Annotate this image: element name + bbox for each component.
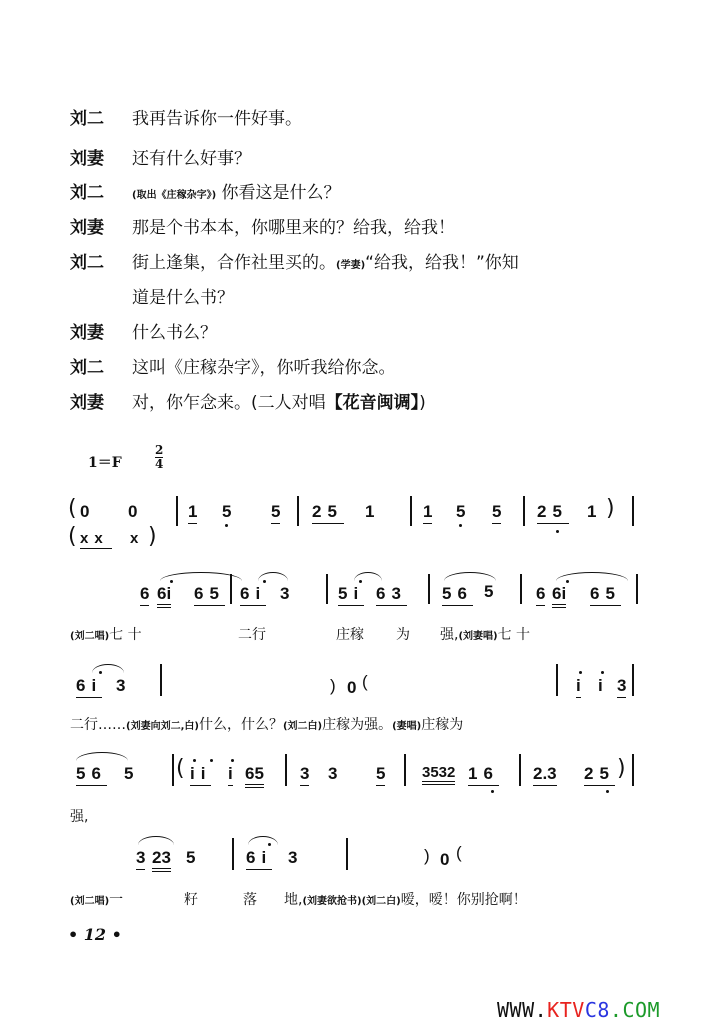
dialogue-line-4 (70, 213, 455, 238)
singer-cue: (刘妻唱) (458, 631, 498, 642)
lyric: 为 (396, 627, 410, 643)
tune-name: 【花音闽调】 (325, 393, 420, 413)
note: 5 (222, 502, 232, 521)
lyric: 籽 (184, 892, 198, 908)
note: 5 (124, 764, 134, 783)
line-text: 还有什么好事？ (132, 149, 251, 169)
lyric: 二行 (238, 627, 266, 643)
bar-line (523, 496, 525, 526)
high-octave-dot (579, 671, 582, 674)
note: 6i (552, 584, 566, 608)
note-group: ii (190, 764, 211, 786)
low-octave-dot (225, 524, 228, 527)
note-group: 63 (376, 584, 407, 606)
note: 0 (80, 502, 90, 521)
watermark-v: V (572, 998, 585, 1022)
bar-line (160, 664, 162, 696)
lyric: 地, (284, 892, 303, 908)
note: 6i (157, 584, 171, 608)
stage-direction: (刘妻欲抢书) (302, 896, 362, 907)
dialogue-line-8 (70, 388, 426, 413)
watermark-prefix: WWW. (497, 998, 548, 1022)
note: 5 (376, 764, 385, 786)
note-group: 3532 (422, 764, 455, 785)
page-number: • 12 • (68, 925, 122, 944)
note-group: 25 (312, 502, 344, 524)
bar-line (636, 574, 638, 604)
line-text: 我再告诉你一件好事。 (132, 109, 302, 129)
stage-direction: (刘妻向刘二,白) (126, 721, 199, 732)
high-octave-dot (231, 759, 234, 762)
singer-cue: (妻唱) (392, 721, 422, 732)
bar-line (404, 754, 406, 786)
high-octave-dot (193, 759, 196, 762)
note: 0 (128, 502, 138, 521)
bar-line (176, 496, 178, 526)
note: 3 (328, 764, 338, 783)
key-signature: 1＝F (88, 455, 122, 471)
open-paren: ( (456, 843, 462, 862)
dialogue-line-3 (70, 178, 341, 203)
high-octave-dot (210, 759, 213, 762)
speaker: 刘二 (70, 358, 104, 378)
line-text: 街上逢集，合作社里买的。 (132, 253, 336, 273)
note: 3 (617, 676, 626, 698)
note: 5 (186, 848, 196, 867)
dialogue-line-6 (70, 318, 217, 343)
close-paren: ) (424, 846, 430, 865)
dialogue-continuation (132, 283, 234, 308)
bar-line (297, 496, 299, 526)
speaker: 刘妻 (70, 149, 104, 169)
dialogue-line-7 (70, 353, 396, 378)
slur (76, 752, 128, 761)
bar-line (172, 754, 174, 786)
high-octave-dot (170, 580, 173, 583)
low-octave-dot (459, 524, 462, 527)
bar-line (519, 754, 521, 786)
open-paren: ( (68, 524, 77, 549)
percussion-note: x (130, 530, 139, 547)
speaker: 刘二 (70, 109, 104, 129)
speaker: 刘妻 (70, 323, 104, 343)
lyrics-line-1b (440, 624, 530, 644)
lyrics-line-4 (70, 889, 123, 909)
lyric: 庄稼 (336, 627, 364, 643)
note: 3 (300, 764, 309, 786)
note: 3 (288, 848, 298, 867)
note: 5 (484, 582, 494, 601)
bar-line (230, 574, 232, 604)
note-group: 16 (468, 764, 499, 786)
low-octave-dot (556, 530, 559, 533)
low-octave-dot (606, 790, 609, 793)
note-group: 56 (76, 764, 107, 786)
bar-line (346, 838, 348, 870)
note: 1 (188, 502, 197, 524)
high-octave-dot (263, 580, 266, 583)
lyric: 二行…… (70, 717, 126, 733)
lyric: 一 (109, 892, 124, 908)
line-text: 对，你乍念来。(二人对唱 (132, 393, 326, 413)
lyric: 庄稼为 (421, 717, 464, 733)
open-paren: ( (362, 672, 368, 691)
note: 1 (587, 502, 597, 521)
stage-direction: (取出《庄稼杂字》) (132, 190, 217, 201)
slur (92, 664, 124, 673)
note-group: 65 (590, 584, 621, 606)
watermark-c: C (584, 998, 598, 1022)
note: 6 (536, 584, 545, 606)
line-text: 你看这是什么？ (221, 183, 341, 203)
dialogue-line-1 (70, 104, 302, 129)
note: 65 (245, 764, 264, 788)
close-paren: ) (606, 496, 615, 521)
bar-line (632, 496, 634, 526)
time-sig-top: 2 (155, 443, 164, 457)
note-group: 65 (194, 584, 225, 606)
open-paren: ( (68, 496, 77, 521)
note: 5 (271, 502, 280, 524)
spoken-line: 嗳，嗳！你别抢啊！ (400, 892, 527, 908)
bar-line (632, 664, 634, 696)
time-signature (155, 444, 163, 471)
note: 6 (140, 584, 149, 606)
bar-line (556, 664, 558, 696)
bar-line (520, 574, 522, 604)
percussion-group: xx (80, 530, 112, 549)
singer-cue: (刘二唱) (70, 896, 110, 907)
lyric: 强, (440, 627, 459, 643)
slur (444, 572, 496, 581)
note-group: 6i (246, 848, 272, 870)
line-text-2: “给我，给我！”你知 (365, 253, 519, 273)
stage-direction: (刘二白) (282, 721, 323, 732)
note: i (576, 676, 581, 698)
high-octave-dot (566, 580, 569, 583)
close-paren: ) (617, 756, 626, 781)
line-text: 这叫《庄稼杂字》，你听我给你念。 (132, 358, 396, 378)
open-paren: ( (176, 756, 185, 781)
bar-line (410, 496, 412, 526)
line-text: 那是个书本本，你哪里来的？给我，给我！ (132, 218, 455, 238)
note-group: 25 (537, 502, 569, 524)
singer-cue: (刘二唱) (70, 631, 110, 642)
rest: 0 (440, 850, 450, 869)
low-octave-dot (491, 790, 494, 793)
slur (138, 836, 174, 845)
lyric: 七 十 (109, 627, 142, 643)
watermark-suffix: .COM (609, 998, 661, 1022)
rest: 0 (347, 678, 357, 697)
note: i (228, 764, 233, 786)
dialogue-line-2 (70, 144, 251, 169)
note-group: 6i (240, 584, 266, 606)
watermark-t: T (559, 998, 573, 1022)
line-text: 道是什么书？ (132, 288, 234, 308)
lyrics-line-4b (284, 889, 527, 909)
note: 1 (365, 502, 375, 521)
high-octave-dot (601, 671, 604, 674)
bar-line (428, 574, 430, 604)
note: 5 (456, 502, 466, 521)
bar-line (632, 754, 634, 786)
spoken-line: 庄稼为强。 (322, 717, 393, 733)
lyrics-line-2 (70, 714, 463, 734)
note-group: 25 (584, 764, 615, 786)
note-group: 56 (442, 584, 473, 606)
watermark (497, 998, 660, 1022)
high-octave-dot (268, 843, 271, 846)
slur (248, 836, 278, 845)
dialogue-line-5 (70, 248, 519, 273)
note-group: 6i (76, 676, 102, 698)
note: 1 (423, 502, 432, 524)
note: i (598, 676, 603, 695)
stage-direction: (刘二白) (361, 896, 401, 907)
time-sig-bottom: 4 (155, 457, 164, 471)
speaker: 刘妻 (70, 218, 104, 238)
lyrics-line-1 (70, 624, 142, 644)
close-paren: ) (148, 524, 157, 549)
bar-line (232, 838, 234, 870)
note-group: 5i (338, 584, 364, 606)
watermark-k: K (547, 998, 560, 1022)
bar-line (326, 574, 328, 604)
line-text: 什么书么？ (132, 323, 217, 343)
bar-line (285, 754, 287, 786)
watermark-8: 8 (597, 998, 610, 1022)
stage-direction: (学妻) (336, 260, 366, 271)
speaker: 刘妻 (70, 393, 104, 413)
slur (354, 572, 382, 581)
note-group: 23 (152, 848, 171, 872)
high-octave-dot (359, 580, 362, 583)
lyric: 落 (243, 892, 257, 908)
note: 5 (492, 502, 501, 524)
close-paren: ) (330, 676, 336, 695)
close-paren: ) (419, 393, 426, 413)
note: 3 (136, 848, 145, 870)
speaker: 刘二 (70, 183, 104, 203)
note: 3 (116, 676, 126, 695)
note: 3 (280, 584, 290, 603)
spoken-line: 什么，什么？ (198, 717, 283, 733)
high-octave-dot (99, 671, 102, 674)
speaker: 刘二 (70, 253, 104, 273)
lyric: 强, (70, 809, 89, 825)
lyric: 七 十 (497, 627, 531, 643)
note-group: 2.3 (533, 764, 557, 786)
